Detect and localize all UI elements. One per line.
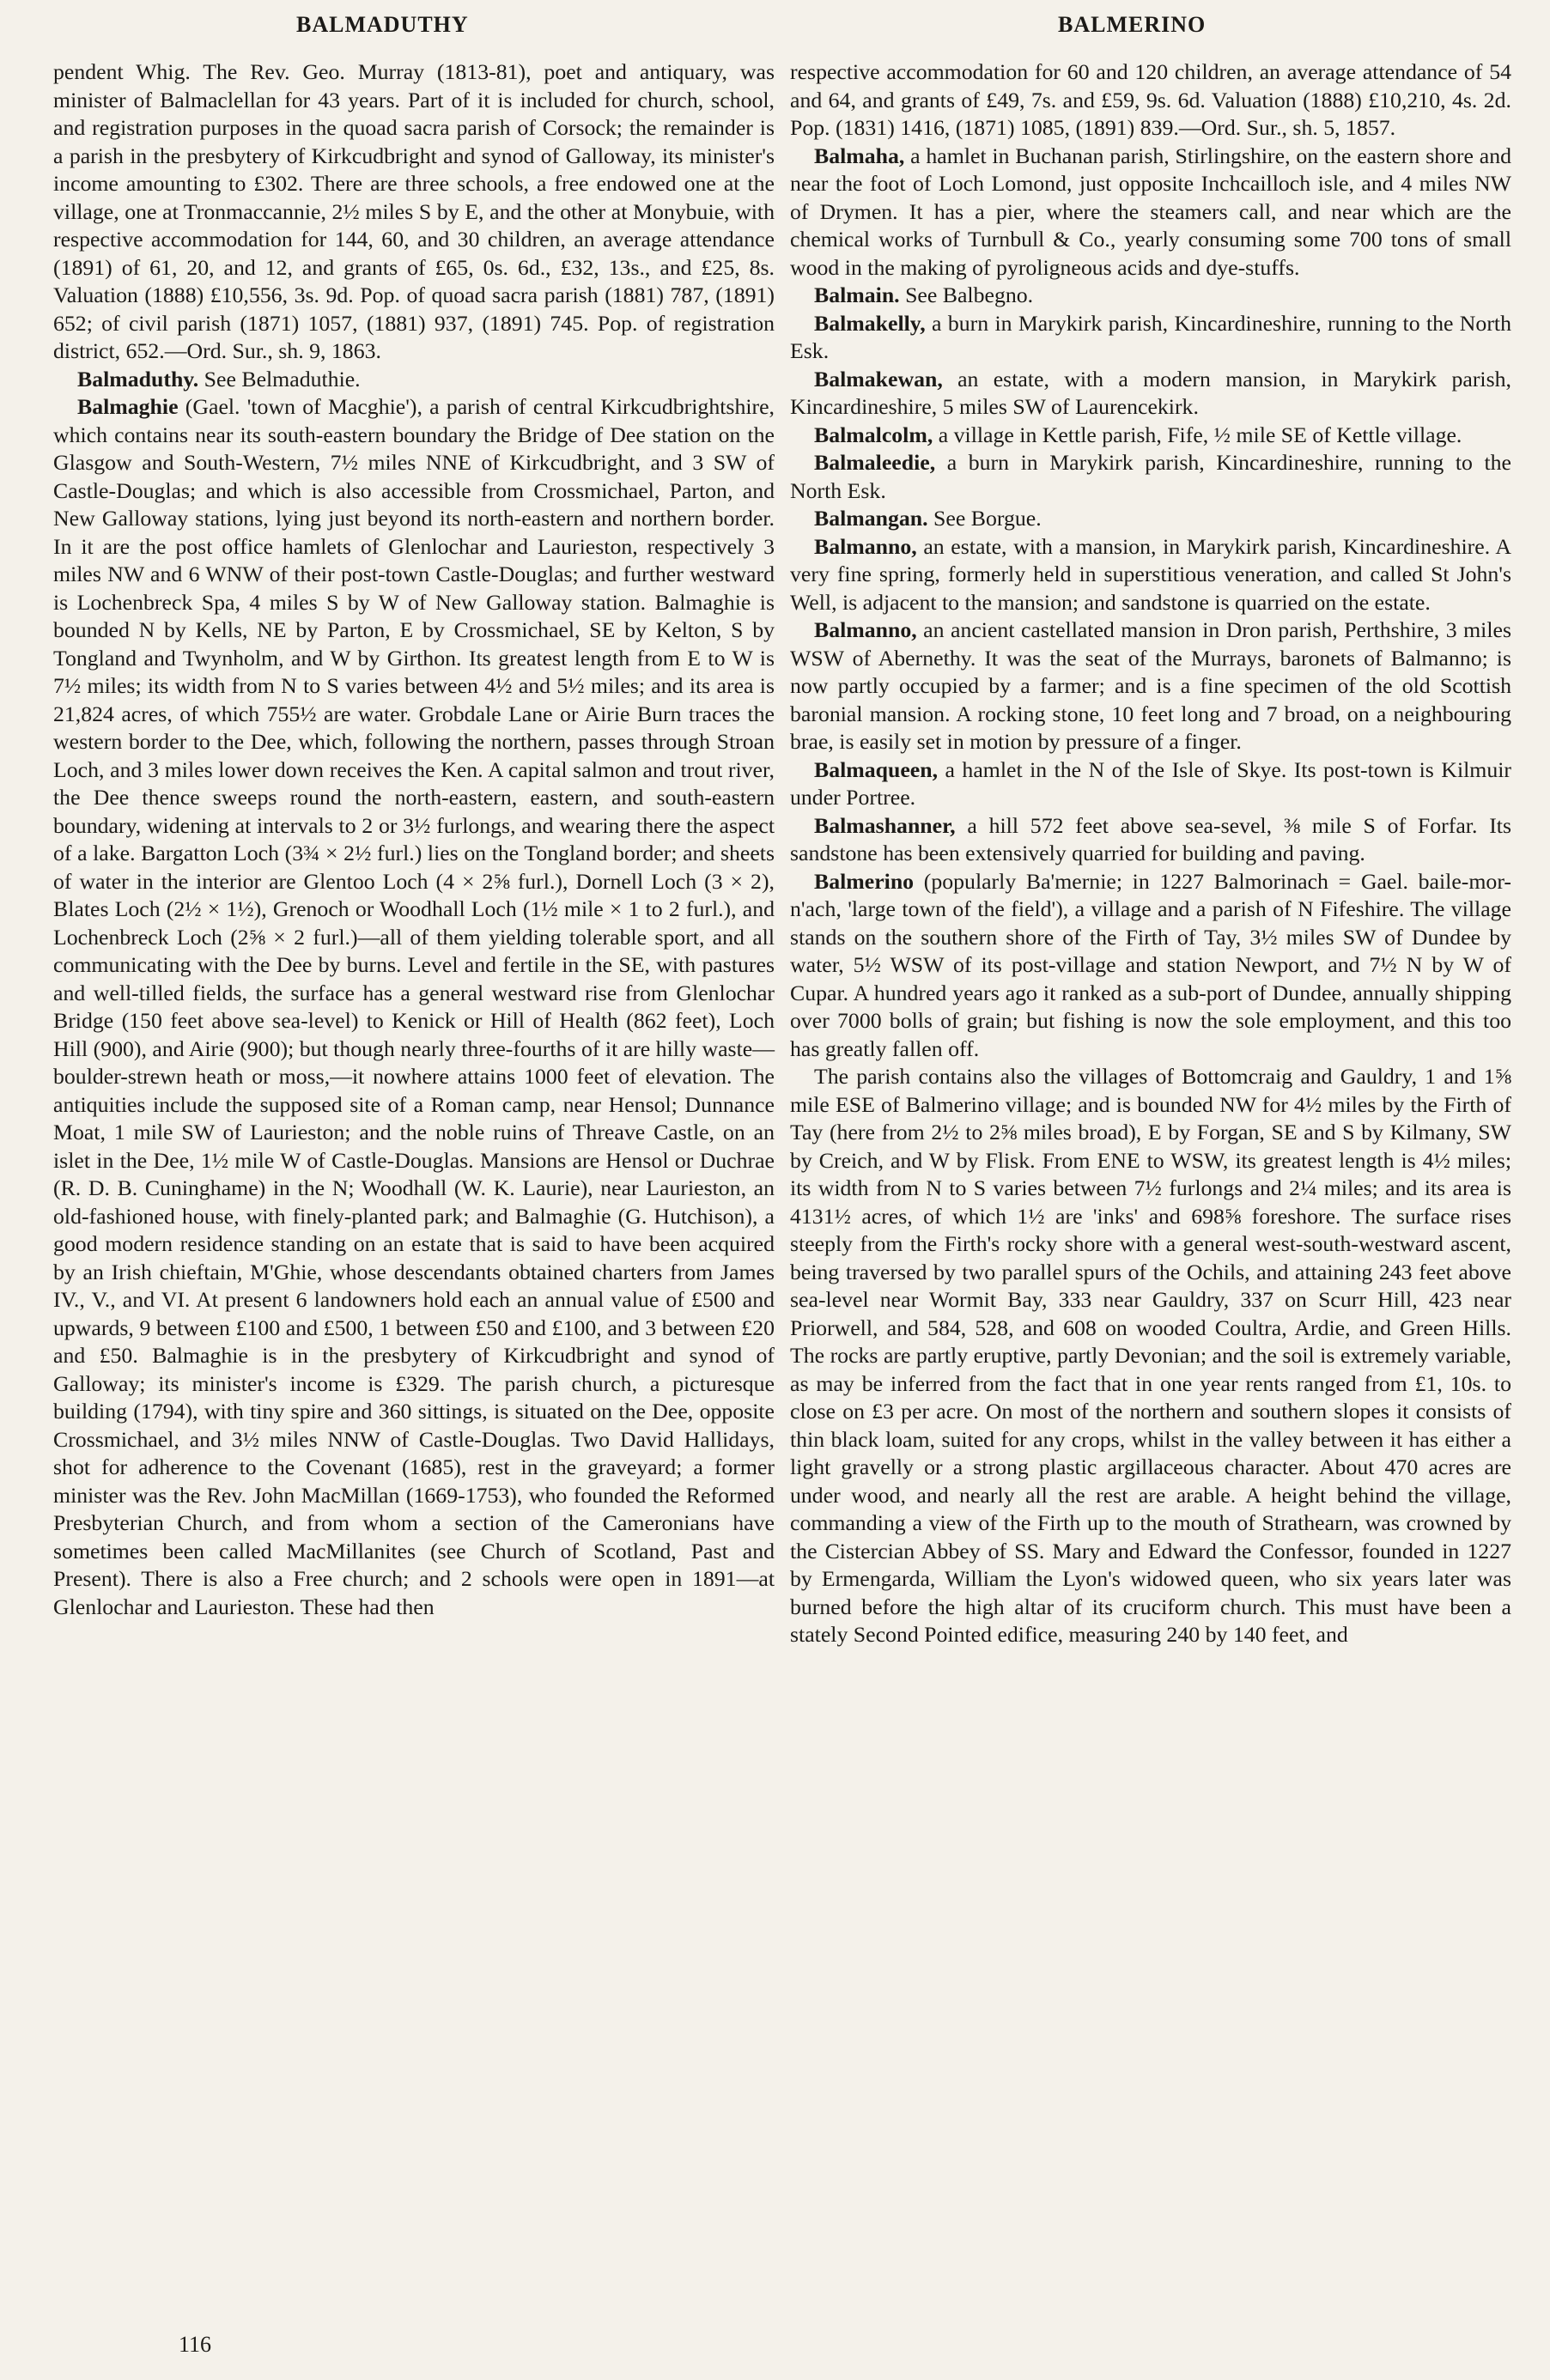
entry-text: a hamlet in Buchanan parish, Stirlingshire, on the eastern shore and near the foot of Loch Lomond, just opposite Inchcailloch isle, and 4 miles NW of Drymen. It has a pier, where the steamers call, and near which are the chemical works of Turnbull & Co., yearly consuming some 700 tons of small wood in the making of pyroligneous acids and dye-stuffs. (790, 143, 1511, 280)
entry-text: an ancient castellated mansion in Dron parish, Perthshire, 3 miles WSW of Abernethy. It was the seat of the Murrays, baronets of Balmanno; is now partly occupied by a farmer; and is a fine specimen of the old Scottish baronial mansion. A rocking stone, 10 feet long and 7 broad, on a neighbouring brae, is easily set in motion by pressure of a finger. (790, 617, 1511, 754)
entry-text: See Balbegno. (899, 282, 1034, 307)
entry-text: See Borgue. (927, 506, 1042, 531)
entry-balmangan (790, 505, 1511, 533)
left-column (53, 58, 775, 1621)
entry-balmakewan (790, 366, 1511, 422)
entry-balmalcolm (790, 422, 1511, 450)
entry-text: a burn in Marykirk parish, Kincardineshire, running to the North Esk. (790, 310, 1511, 363)
running-head-right: BALMERINO (1058, 12, 1207, 37)
entry-balmaha (790, 143, 1511, 282)
entry-balmakelly (790, 310, 1511, 366)
headword: Balmaha, (814, 143, 905, 168)
entry-text: See Belmaduthie. (198, 366, 361, 392)
headword: Balmaqueen, (814, 756, 939, 782)
headword: Balmaduthy. (77, 366, 199, 392)
headword: Balmalcolm, (814, 422, 933, 447)
entry-balmaleedie (790, 449, 1511, 505)
headword: Balmanno, (814, 617, 917, 642)
right-column (790, 58, 1511, 1649)
entry-text: (popularly Ba'mernie; in 1227 Balmorinach = Gael. baile-mor-n'ach, 'large town of the field'), a village and a parish of N Fifeshire. The village stands on the southern shore of the Firth of Tay, 3½ miles SW of Dundee by water, 5½ WSW of its post-village and station Newport, and 7½ N by W of Cupar. A hundred years ago it ranked as a sub-port of Dundee, annually shipping over 7000 bolls of grain; but fishing is now the sole employment, and this too has greatly fallen off. (790, 868, 1511, 1061)
paragraph-continuation: pendent Whig. The Rev. Geo. Murray (1813-81), poet and antiquary, was minister of Balmaclellan for 43 years. Part of it is included for church, school, and registration purposes in the quoad sacra parish of Corsock; the remainder is a parish in the presbytery of Kirkcudbright and synod of Galloway, its minister's income amounting to £302. There are three schools, a free endowed one at the village, one at Tronmaccannie, 2½ miles S by E, and the other at Monybuie, with respective accommodation for 144, 60, and 30 children, an average attendance (1891) of 61, 20, and 12, and grants of £65, 0s. 6d., £32, 13s., and £25, 8s. Valuation (1888) £10,556, 3s. 9d. Pop. of quoad sacra parish (1881) 787, (1891) 652; of civil parish (1871) 1057, (1881) 937, (1891) 745. Pop. of registration district, 652.—Ord. Sur., sh. 9, 1863. (53, 59, 775, 363)
paragraph-continuation: respective accommodation for 60 and 120 children, an average attendance of 54 and 64, and grants of £49, 7s. and £59, 9s. 6d. Valuation (1888) £10,210, 4s. 2d. Pop. (1831) 1416, (1871) 1085, (1891) 839.—Ord. Sur., sh. 5, 1857. (790, 59, 1511, 140)
headword: Balmerino (814, 868, 915, 894)
headword: Balmain. (814, 282, 900, 307)
headword: Balmanno, (814, 533, 917, 559)
headword: Balmaleedie, (814, 450, 936, 475)
entry-balmain (790, 282, 1511, 310)
entry-text: an estate, with a modern mansion, in Marykirk parish, Kincardineshire, 5 miles SW of Laurencekirk. (790, 366, 1511, 419)
entry-balmanno-marykirk (790, 533, 1511, 617)
paragraph: The parish contains also the villages of Bottomcraig and Gauldry, 1 and 1⅝ mile ESE of Balmerino village; and is bounded NW for 4½ miles by the Firth of Tay (here from 2½ to 2⅝ miles broad), E by Forgan, SE and S by Kilmany, SW by Creich, and W by Flisk. From ENE to WSW, its greatest length is 4½ miles; its width from N to S varies between 7½ furlongs and 2¼ miles; and its area is 4131½ acres, of which 1½ are 'inks' and 698⅝ foreshore. The surface rises steeply from the Firth's rocky shore with a general west-south-westward ascent, being traversed by two parallel spurs of the Ochils, and attaining 243 feet above sea-level near Wormit Bay, 333 near Gauldry, 337 on Scurr Hill, 423 near Priorwell, and 584, 528, and 608 on wooded Coultra, Ardie, and Green Hills. The rocks are partly eruptive, partly Devonian; and the soil is extremely variable, as may be inferred from the fact that in one year rents ranged from £1, 10s. to close on £3 per acre. On most of the northern and southern slopes it consists of thin black loam, suited for any crops, whilst in the valley between it has either a light gravelly or a strong plastic argillaceous character. About 470 acres are under wood, and nearly all the rest are arable. A height behind the village, commanding a view of the Firth up to the mouth of Strathearn, was crowned by the Cistercian Abbey of SS. Mary and Edward the Confessor, founded in 1227 by Ermengarda, William the Lyon's widowed queen, who six years later was burned before the high altar of its cruciform church. This must have been a stately Second Pointed edifice, measuring 240 by 140 feet, and (790, 1064, 1511, 1647)
page-number: 116 (179, 2332, 212, 2357)
entry-text: a hamlet in the N of the Isle of Skye. Its post-town is Kilmuir under Portree. (790, 756, 1511, 810)
headword: Balmakelly, (814, 310, 926, 336)
entry-balmashanner (790, 812, 1511, 868)
entry-balmaghie (53, 393, 775, 1621)
entry-text: a burn in Marykirk parish, Kincardineshire, running to the North Esk. (790, 450, 1511, 503)
entry-text: a hill 572 feet above sea-sevel, ⅜ mile S of Forfar. Its sandstone has been extensively quarried for building and paving. (790, 812, 1511, 865)
headword: Balmangan. (814, 506, 928, 531)
entry-balmerino (790, 868, 1511, 1064)
entry-balmanno-dron (790, 616, 1511, 756)
entry-balmaduthy (53, 366, 775, 394)
running-head-left: BALMADUTHY (296, 12, 469, 37)
headword: Balmashanner, (814, 812, 956, 838)
entry-text: (Gael. 'town of Macghie'), a parish of central Kirkcudbrightshire, which contains near its south-eastern boundary the Bridge of Dee station on the Glasgow and South-Western, 7½ miles NNE of Kirkcudbright, and 3 SW of Castle-Douglas; and which is also accessible from Crossmichael, Parton, and New Galloway stations, lying just beyond its north-eastern and northern border. In it are the post office hamlets of Glenlochar and Laurieston, respectively 3 miles NW and 6 WNW of their post-town Castle-Douglas; and further westward is Lochenbreck Spa, 4 miles S by W of New Galloway station. Balmaghie is bounded N by Kells, NE by Parton, E by Crossmichael, SE by Kelton, S by Tongland and Twynholm, and W by Girthon. Its greatest length from E to W is 7½ miles; its width from N to S varies between 4½ and 5½ miles; and its area is 21,824 acres, of which 755½ are water. Grobdale Lane or Airie Burn traces the western border to the Dee, which, following the northern, passes through Stroan Loch, and 3 miles lower down receives the Ken. A capital salmon and trout river, the Dee thence sweeps round the north-eastern, eastern, and south-eastern boundary, widening at intervals to 2 or 3½ furlongs, and wearing there the aspect of a lake. Bargatton Loch (3¾ × 2½ furl.) lies on the Tongland border; and sheets of water in the interior are Glentoo Loch (4 × 2⅝ furl.), Dornell Loch (3 × 2), Blates Loch (2½ × 1½), Grenoch or Woodhall Loch (1½ mile × 1 to 2 furl.), and Lochenbreck Loch (2⅝ × 2 furl.)—all of them yielding tolerable sport, and all communicating with the Dee by burns. Level and fertile in the SE, with pastures and well-tilled fields, the surface has a general westward rise from Glenlochar Bridge (150 feet above sea-level) to Kenick or Hill of Health (862 feet), Loch Hill (900), and Airie (900); but though nearly three-fourths of it are hilly waste—boulder-strewn heath or moss,—it nowhere attains 1000 feet of elevation. The antiquities include the supposed site of a Roman camp, near Hensol; Dunnance Moat, 1 mile SW of Laurieston; and the noble ruins of Threave Castle, on an islet in the Dee, 1½ mile W of Castle-Douglas. Mansions are Hensol or Duchrae (R. D. B. Cuninghame) in the N; Woodhall (W. K. Laurie), near Laurieston, an old-fashioned house, with finely-planted park; and Balmaghie (G. Hutchison), a good modern residence standing on an estate that is said to have been acquired by an Irish chieftain, M'Ghie, whose descendants obtained charters from James IV., V., and VI. At present 6 landowners hold each an annual value of £500 and upwards, 9 between £100 and £500, 1 between £50 and £100, and 3 between £20 and £50. Balmaghie is in the presbytery of Kirkcudbright and synod of Galloway; its minister's income is £329. The parish church, a picturesque building (1794), with tiny spire and 360 sittings, is situated on the Dee, opposite Crossmichael, and 3½ miles NNW of Castle-Douglas. Two David Hallidays, shot for adherence to the Covenant (1685), rest in the graveyard; a former minister was the Rev. John MacMillan (1669-1753), who founded the Reformed Presbyterian Church, and from whom a section of the Cameronians have sometimes been called MacMillanites (see Church of Scotland, Past and Present). There is also a Free church; and 2 schools were open in 1891—at Glenlochar and Laurieston. These had then (53, 394, 775, 1619)
entry-text: a village in Kettle parish, Fife, ½ mile SE of Kettle village. (933, 422, 1462, 447)
headword: Balmakewan, (814, 366, 943, 392)
headword: Balmaghie (77, 394, 179, 419)
entry-balmaqueen (790, 756, 1511, 812)
entry-text: an estate, with a mansion, in Marykirk parish, Kincardineshire. A very fine spring, formerly held in superstitious veneration, and called St John's Well, is adjacent to the mansion; and sandstone is quarried on the estate. (790, 533, 1511, 615)
